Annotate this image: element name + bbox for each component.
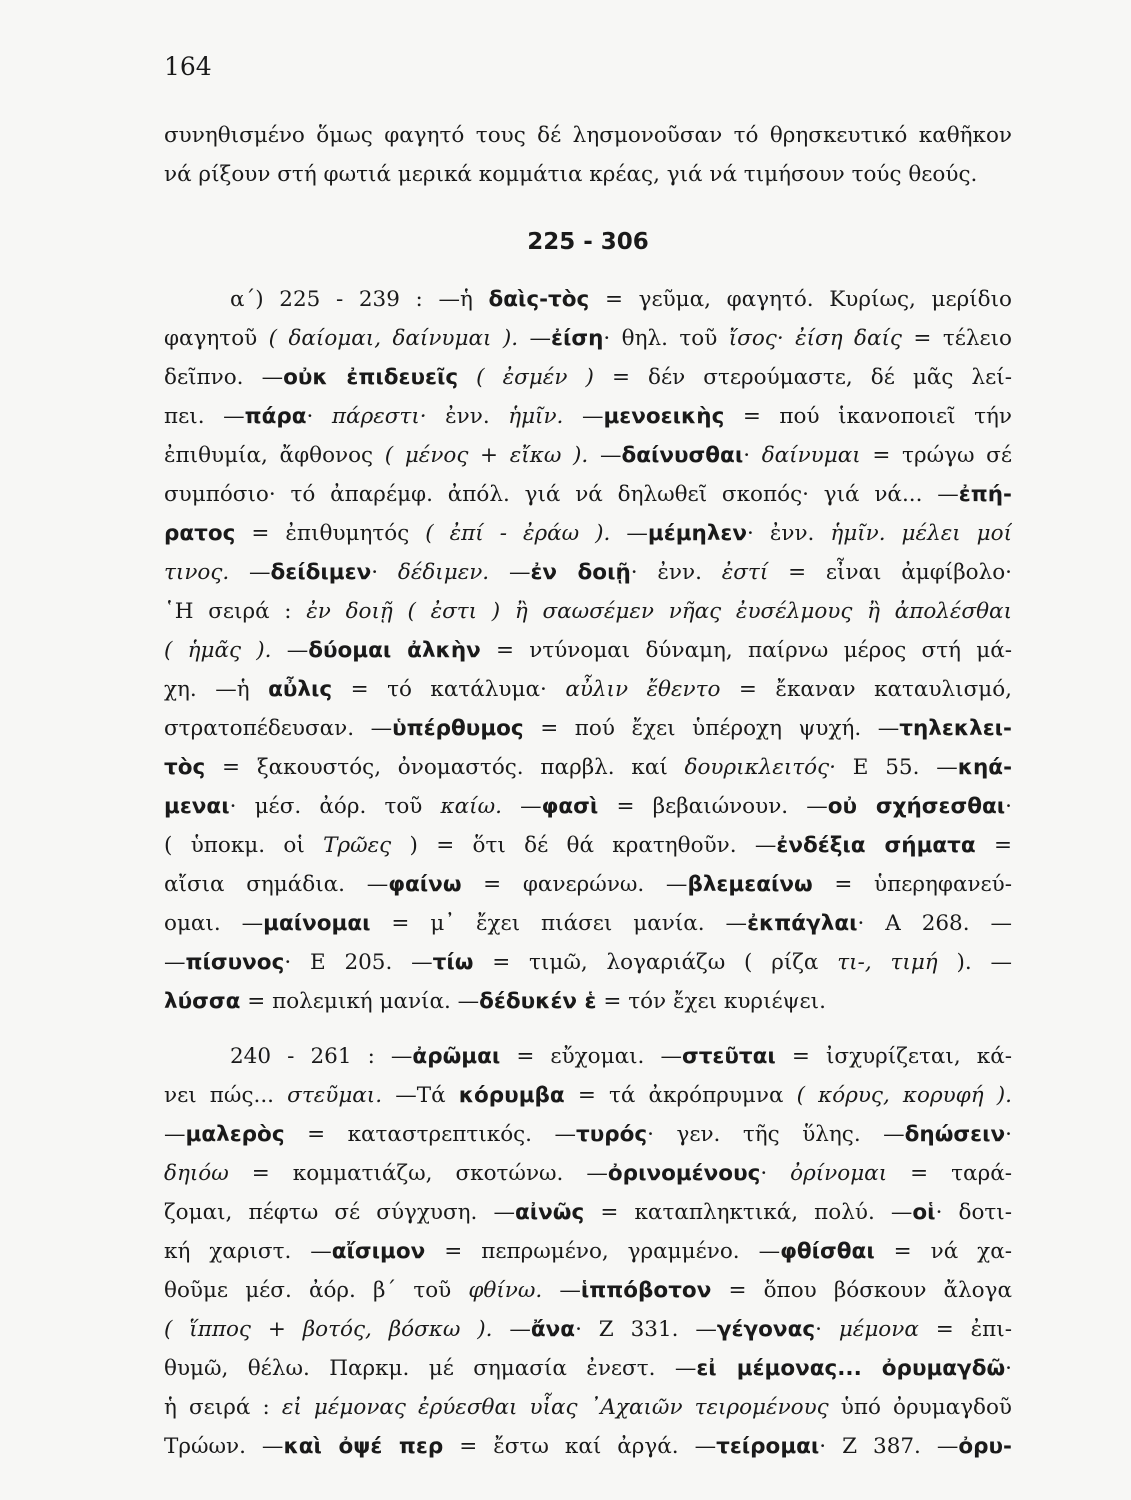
text-segment: = πού ἱκανοποιεῖ τήν — [724, 404, 1012, 429]
italic-text: ( δαίομαι, δαίνυμαι ). — [268, 326, 519, 351]
section-heading: 225 - 306 — [527, 229, 649, 255]
headword: ἐίση — [551, 326, 604, 351]
text-line — [164, 592, 1012, 632]
text-line — [164, 709, 1012, 749]
italic-text: ἡμῖν. μέλει μοί — [830, 521, 1012, 546]
headword: πάρα — [244, 404, 307, 429]
text-segment: = γεῦμα, φαγητό. Κυρίως, μερίδιο — [589, 287, 1012, 312]
headword: καὶ ὀψέ περ — [283, 1434, 444, 1459]
text-segment: = βεβαιώνουν. — — [598, 794, 828, 819]
text-line — [164, 670, 1012, 710]
text-segment: — — [542, 1278, 581, 1303]
italic-text: μέμονα — [838, 1317, 919, 1342]
text-line — [164, 358, 1012, 398]
text-segment: = ἰσχυρίζεται, κά- — [775, 1044, 1012, 1069]
text-segment: — — [489, 560, 531, 585]
headword: μαίνομαι — [263, 911, 371, 936]
text-segment: = ὅπου βόσκουν ἄλογα — [711, 1278, 1012, 1303]
text-segment: συμπόσιο· τό ἀπαρέμφ. ἀπόλ. γιά νά δηλωθεῖ σκοπός· γιά νά... — — [164, 482, 959, 507]
text-line — [164, 1310, 1012, 1350]
text-segment: = ἐπι- — [918, 1317, 1012, 1342]
text-segment: = ξακουστός, ὀνομαστός. παρβλ. καί — [205, 755, 685, 780]
italic-text: ἴσος· ἐίση δαίς — [728, 326, 902, 351]
text-segment: — — [229, 560, 271, 585]
headword: εἰ μέμονας... ὀρυμαγδῶ — [696, 1356, 1006, 1381]
text-segment: ). — — [937, 950, 1012, 975]
text-segment: πει. — — [164, 404, 245, 429]
text-line — [164, 1115, 1012, 1155]
headword: μεναι — [164, 794, 230, 819]
text-line — [164, 1193, 1012, 1233]
text-segment: — — [164, 950, 186, 975]
headword: ὀρυ- — [958, 1434, 1012, 1459]
text-segment: · θηλ. τοῦ — [603, 326, 729, 351]
text-line — [164, 865, 1012, 905]
text-segment: — — [271, 638, 309, 663]
headword: κηά- — [957, 755, 1012, 780]
italic-text: δαίνυμαι — [761, 443, 861, 468]
headword: τηλεκλει- — [899, 716, 1012, 741]
text-line — [164, 553, 1012, 593]
text-segment: ομαι. — — [164, 911, 264, 936]
text-line — [230, 1037, 1012, 1077]
text-segment: · — [1005, 1356, 1012, 1381]
headword: κόρυμβα — [458, 1083, 565, 1108]
text-segment: · — [371, 560, 398, 585]
italic-text: δουρικλειτός· — [684, 755, 836, 780]
text-segment: —Τά — [382, 1083, 459, 1108]
text-segment: — — [610, 521, 648, 546]
text-segment — [458, 365, 476, 390]
text-segment: = πολεμική μανία. — — [240, 989, 480, 1014]
text-segment: = νά χα- — [874, 1239, 1012, 1264]
headword: γέγονας — [716, 1317, 816, 1342]
text-line — [164, 1076, 1012, 1116]
text-segment: · Ζ 331. — — [575, 1317, 717, 1342]
text-segment: = — [975, 833, 1012, 858]
italic-text: ἡμῖν. — [508, 404, 564, 429]
text-segment: · — [743, 443, 762, 468]
italic-text: ( ἡμᾶς ). — [164, 638, 272, 663]
italic-text: στεῦμαι. — [287, 1083, 383, 1108]
text-segment: ἐνν. — [426, 404, 509, 429]
text-line — [164, 631, 1012, 671]
text-segment: · γεν. τῆς ὕλης. — — [647, 1122, 905, 1147]
text-segment: = ταρά- — [887, 1161, 1012, 1186]
text-segment: · Α 268. — — [857, 911, 1012, 936]
text-segment: ἐπιθυμία, ἄφθονος — [164, 443, 385, 468]
text-segment: = μ᾿ ἔχει πιάσει μανία. — — [370, 911, 748, 936]
italic-text: καίω. — [440, 794, 502, 819]
headword: δείδιμεν — [270, 560, 372, 585]
text-line — [164, 155, 1012, 195]
text-segment: · — [306, 404, 332, 429]
text-segment: = καταστρεπτικός. — — [284, 1122, 577, 1147]
text-line — [164, 1427, 1012, 1467]
text-line — [164, 943, 1012, 983]
headword: ἄνα — [530, 1317, 576, 1342]
headword: τείρομαι — [716, 1434, 820, 1459]
italic-text: δηιόω — [164, 1161, 229, 1186]
text-line — [164, 1349, 1012, 1389]
text-line — [230, 280, 1012, 320]
headword: ἐπή- — [958, 482, 1012, 507]
text-segment: = εἶναι ἀμφίβολο· — [768, 560, 1012, 585]
italic-text: τινος. — [164, 560, 230, 585]
text-line — [164, 904, 1012, 944]
text-segment: = τρώγω σέ — [860, 443, 1012, 468]
text-line — [164, 116, 1012, 156]
text-segment: νά ρίξουν στή φωτιά μερικά κομμάτια κρέας, γιά νά τιμήσουν τούς θεούς. — [164, 162, 978, 187]
headword: ὑπέρθυμος — [392, 716, 524, 741]
text-segment: · ἐνν. — [747, 521, 831, 546]
text-segment: = τό κατάλυμα· — [332, 677, 566, 702]
text-segment: · — [815, 1317, 839, 1342]
text-segment: = εὔχομαι. — — [500, 1044, 682, 1069]
text-line — [164, 748, 1012, 788]
headword: αὖλις — [268, 677, 333, 702]
text-segment: Τρώων. — — [164, 1434, 284, 1459]
italic-text: αὖλιν ἔθεντο — [565, 677, 721, 702]
text-segment: — — [164, 1122, 186, 1147]
text-segment: = φανερώνω. — — [461, 872, 688, 897]
text-segment: 240 - 261 : — — [230, 1044, 413, 1069]
text-line — [164, 436, 1012, 476]
text-segment: = τιμῶ, λογαριάζω ( ρίζα — [473, 950, 838, 975]
text-segment: = τά ἀκρόπρυμνα — [564, 1083, 797, 1108]
text-line — [164, 1154, 1012, 1194]
text-segment: α΄) 225 - 239 : —ἡ — [230, 287, 489, 312]
text-segment: — — [563, 404, 604, 429]
headword: μαλερὸς — [185, 1122, 285, 1147]
headword: οὐ σχήσεσθαι — [827, 794, 1006, 819]
text-line — [164, 397, 1012, 437]
italic-text: τι-, τιμή — [837, 950, 938, 975]
headword: δύομαι ἀλκὴν — [308, 638, 481, 663]
text-segment: = ντύνομαι δύναμη, παίρνω μέρος στή μά- — [480, 638, 1012, 663]
text-segment: = πεπρωμένο, γραμμένο. — — [425, 1239, 781, 1264]
page-number: 164 — [164, 52, 212, 81]
text-segment: = τόν ἔχει κυριέψει. — [596, 989, 826, 1014]
headword: μέμηλεν — [647, 521, 748, 546]
headword: δέδυκέν ἑ — [479, 989, 597, 1014]
headword: οἱ — [912, 1200, 936, 1225]
text-segment: = ὑπερηφανεύ- — [812, 872, 1012, 897]
text-segment: συνηθισμένο ὅμως φαγητό τους δέ λησμονοῦσαν τό θρησκευτικό καθῆκον — [164, 123, 1012, 148]
text-line — [164, 787, 1012, 827]
headword: μενοεικὴς — [603, 404, 725, 429]
headword: δαίνυσθαι — [621, 443, 744, 468]
italic-text: ὀρίνομαι — [790, 1161, 888, 1186]
text-segment: ῾Η σειρά : — [164, 599, 307, 624]
text-segment: ) = ὅτι δέ θά κρατηθοῦν. — — [391, 833, 777, 858]
text-segment: — — [518, 326, 552, 351]
text-segment: · ἐνν. — [630, 560, 722, 585]
italic-text: ( ἐπί - ἐράω ). — [425, 521, 611, 546]
text-segment: = καταπληκτικά, πολύ. — — [584, 1200, 913, 1225]
italic-text: Τρῶες — [323, 833, 392, 858]
text-segment: ἡ σειρά : — [164, 1395, 282, 1420]
headword: ἀρῶμαι — [412, 1044, 501, 1069]
text-line — [164, 319, 1012, 359]
italic-text: ( ἵππος + βοτός, βόσκω ). — [164, 1317, 493, 1342]
text-line — [164, 1232, 1012, 1272]
headword: ἐκπάγλαι — [747, 911, 858, 936]
text-segment: δεῖπνο. — — [164, 365, 284, 390]
text-line — [164, 826, 1012, 866]
text-segment: ( ὑποκμ. οἱ — [164, 833, 324, 858]
italic-text: ἐστί — [721, 560, 769, 585]
headword: οὐκ ἐπιδευεῖς — [283, 365, 459, 390]
italic-text: ( κόρυς, κορυφή ). — [796, 1083, 1012, 1108]
headword: φασὶ — [541, 794, 599, 819]
text-segment: θυμῶ, θέλω. Παρκμ. μέ σημασία ἐνεστ. — — [164, 1356, 697, 1381]
text-segment: = τέλειο — [901, 326, 1012, 351]
text-segment: = ἔκαναν καταυλισμό, — [720, 677, 1012, 702]
headword: ὀρινομένους — [607, 1161, 761, 1186]
headword: πίσυνος — [185, 950, 285, 975]
text-segment: — — [492, 1317, 531, 1342]
headword: βλεμεαίνω — [687, 872, 813, 897]
text-segment: · — [1005, 794, 1012, 819]
italic-text: ( ἐσμέν ) — [476, 365, 594, 390]
text-segment: στρατοπέδευσαν. — — [164, 716, 393, 741]
text-segment: χη. —ἡ — [164, 677, 269, 702]
text-line — [164, 1388, 1012, 1428]
text-segment: — — [501, 794, 542, 819]
headword: στεῦται — [681, 1044, 776, 1069]
text-segment: ὑπό ὀρυμαγδοῦ — [828, 1395, 1012, 1420]
text-segment: · μέσ. ἀόρ. τοῦ — [229, 794, 441, 819]
italic-text: δέδιμεν. — [397, 560, 490, 585]
text-segment: · — [760, 1161, 791, 1186]
headword: τίω — [432, 950, 474, 975]
headword: φθίσθαι — [780, 1239, 875, 1264]
headword: τὸς — [164, 755, 206, 780]
text-segment: νει πώς... — [164, 1083, 288, 1108]
italic-text: ( μένος + εἴκω ). — [384, 443, 589, 468]
text-segment: = πού ἔχει ὑπέροχη ψυχή. — — [523, 716, 900, 741]
text-segment: · δοτι- — [935, 1200, 1012, 1225]
italic-text: εἰ μέμονας ἐρύεσθαι υἷας ᾿Αχαιῶν τειρομένους — [281, 1395, 829, 1420]
text-segment: = ἔστω καί ἀργά. — — [443, 1434, 717, 1459]
headword: τυρός — [576, 1122, 648, 1147]
text-segment: · Ε 205. — — [284, 950, 433, 975]
text-segment: κή χαριστ. — — [164, 1239, 332, 1264]
italic-text: πάρεστι· — [331, 404, 427, 429]
text-segment: = δέν στερούμαστε, δέ μᾶς λεί- — [593, 365, 1012, 390]
italic-text: φθίνω. — [468, 1278, 543, 1303]
headword: αἴσιμον — [331, 1239, 426, 1264]
text-segment: ζομαι, πέφτω σέ σύγχυση. — — [164, 1200, 515, 1225]
headword: ἱππόβοτον — [580, 1278, 712, 1303]
italic-text: ἐν δοιῇ ( ἐστι ) ἢ σαωσέμεν νῆας ἐυσέλμους ἢ ἀπολέσθαι — [306, 599, 1012, 624]
text-line — [164, 514, 1012, 554]
text-segment: = κομματιάζω, σκοτώνω. — — [228, 1161, 608, 1186]
text-segment: — — [588, 443, 622, 468]
text-segment: = ἐπιθυμητός — [235, 521, 426, 546]
text-segment: φαγητοῦ — [164, 326, 269, 351]
text-line — [164, 475, 1012, 515]
text-segment: θοῦμε μέσ. ἀόρ. β΄ τοῦ — [164, 1278, 469, 1303]
text-segment: Ε 55. — — [835, 755, 958, 780]
text-segment: · Ζ 387. — — [819, 1434, 959, 1459]
text-line — [164, 1271, 1012, 1311]
headword: ρατος — [164, 521, 236, 546]
headword: αἰνῶς — [515, 1200, 585, 1225]
headword: δηώσειν — [904, 1122, 1006, 1147]
text-segment: · — [1005, 1122, 1012, 1147]
headword: ἐνδέξια σήματα — [776, 833, 976, 858]
headword: ἐν δοιῇ — [530, 560, 631, 585]
headword: φαίνω — [388, 872, 462, 897]
text-segment: αἴσια σημάδια. — — [164, 872, 389, 897]
text-line — [164, 982, 1012, 1022]
headword: δαὶς-τὸς — [488, 287, 590, 312]
headword: λύσσα — [164, 989, 241, 1014]
